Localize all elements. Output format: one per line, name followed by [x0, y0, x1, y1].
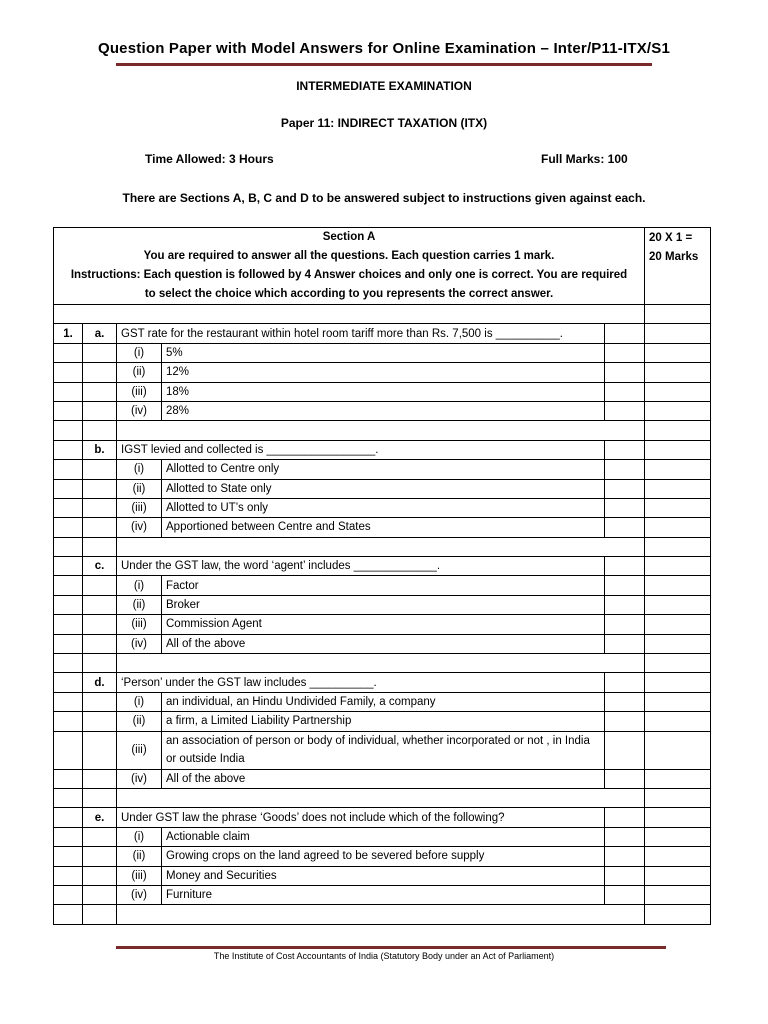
marks-column-cell	[645, 827, 711, 846]
marks-column-cell	[645, 847, 711, 866]
option-row	[54, 363, 711, 382]
option-row	[54, 498, 711, 517]
option-text: a firm, a Limited Liability Partnership	[162, 712, 605, 731]
answer-cell	[605, 343, 645, 362]
answer-cell	[605, 731, 645, 769]
question-label: c.	[83, 557, 117, 576]
question-row	[54, 808, 711, 827]
option-number: (i)	[117, 343, 162, 362]
answer-cell	[605, 401, 645, 420]
option-row	[54, 518, 711, 537]
answer-cell	[605, 769, 645, 788]
option-row	[54, 712, 711, 731]
question-text: Under GST law the phrase ‘Goods’ does not include which of the following?	[117, 808, 605, 827]
answer-cell	[605, 324, 645, 343]
option-text: Commission Agent	[162, 615, 605, 634]
question-label: e.	[83, 808, 117, 827]
marks-column-cell	[645, 557, 711, 576]
option-row	[54, 595, 711, 614]
marks-column-cell	[645, 440, 711, 459]
option-text: Money and Securities	[162, 866, 605, 885]
answer-cell	[605, 595, 645, 614]
option-number: (i)	[117, 576, 162, 595]
spacer-row	[54, 654, 711, 673]
option-text: an association of person or body of individual, whether incorporated or not , in India or outside India	[162, 731, 605, 769]
question-row	[54, 324, 711, 343]
time-allowed: Time Allowed: 3 Hours	[145, 152, 274, 166]
marks-column-cell	[645, 343, 711, 362]
marks-column-cell	[645, 885, 711, 904]
option-number: (iv)	[117, 769, 162, 788]
question-text: ‘Person’ under the GST law includes __________.	[117, 673, 605, 692]
option-number: (ii)	[117, 595, 162, 614]
option-row	[54, 692, 711, 711]
option-number: (iii)	[117, 866, 162, 885]
marks-column-cell	[645, 808, 711, 827]
option-number: (iv)	[117, 401, 162, 420]
question-text: Under the GST law, the word ‘agent’ includes _____________.	[117, 557, 605, 576]
option-text: Allotted to UT’s only	[162, 498, 605, 517]
question-row	[54, 557, 711, 576]
option-number: (i)	[117, 827, 162, 846]
paper-title: Paper 11: INDIRECT TAXATION (ITX)	[280, 116, 488, 130]
footer-divider	[116, 946, 666, 949]
spacer-row	[54, 537, 711, 556]
answer-cell	[605, 692, 645, 711]
answer-cell	[605, 576, 645, 595]
section-header-row	[54, 228, 711, 305]
option-text: 18%	[162, 382, 605, 401]
option-row	[54, 382, 711, 401]
marks-line1: 20 X 1 =	[649, 232, 693, 244]
option-row	[54, 634, 711, 653]
marks-column-cell	[645, 673, 711, 692]
option-number: (iii)	[117, 615, 162, 634]
marks-column-cell	[645, 866, 711, 885]
option-number: (iii)	[117, 731, 162, 769]
option-text: Growing crops on the land agreed to be severed before supply	[162, 847, 605, 866]
question-label: a.	[83, 324, 117, 343]
marks-column-cell	[645, 634, 711, 653]
section-instruction-line1: You are required to answer all the questions. Each question carries 1 mark.	[143, 250, 555, 262]
marks-column-cell	[645, 382, 711, 401]
option-text: Actionable claim	[162, 827, 605, 846]
option-text: Allotted to State only	[162, 479, 605, 498]
spacer-row	[54, 305, 711, 324]
answer-cell	[605, 440, 645, 459]
marks-column-cell	[645, 595, 711, 614]
marks-cell	[645, 228, 711, 305]
marks-column-cell	[645, 324, 711, 343]
marks-column-cell	[645, 712, 711, 731]
option-number: (ii)	[117, 712, 162, 731]
exam-title: INTERMEDIATE EXAMINATION	[296, 79, 472, 93]
option-number: (ii)	[117, 479, 162, 498]
option-number: (iv)	[117, 634, 162, 653]
option-number: (iii)	[117, 382, 162, 401]
option-text: 28%	[162, 401, 605, 420]
answer-cell	[605, 479, 645, 498]
option-row	[54, 343, 711, 362]
option-row	[54, 479, 711, 498]
full-marks: Full Marks: 100	[541, 152, 628, 166]
section-instruction-line2: Instructions: Each question is followed by 4 Answer choices and only one is correct. You are required to select the choice which according to you represents the correct answer.	[70, 269, 628, 300]
marks-line2: 20 Marks	[649, 251, 699, 263]
answer-cell	[605, 866, 645, 885]
answer-cell	[605, 885, 645, 904]
section-title: Section A	[322, 231, 376, 243]
answer-cell	[605, 712, 645, 731]
option-text: Broker	[162, 595, 605, 614]
marks-column-cell	[645, 479, 711, 498]
option-row	[54, 460, 711, 479]
answer-cell	[605, 557, 645, 576]
answer-cell	[605, 382, 645, 401]
option-number: (ii)	[117, 847, 162, 866]
option-row	[54, 866, 711, 885]
footer-text: The Institute of Cost Accountants of India (Statutory Body under an Act of Parliament)	[213, 951, 555, 961]
answer-cell	[605, 808, 645, 827]
option-number: (iv)	[117, 885, 162, 904]
answer-cell	[605, 498, 645, 517]
answer-cell	[605, 673, 645, 692]
option-number: (ii)	[117, 363, 162, 382]
option-row	[54, 576, 711, 595]
option-row	[54, 827, 711, 846]
question-number: 1.	[54, 324, 83, 343]
general-instructions: There are Sections A, B, C and D to be answered subject to instructions given against each.	[122, 191, 646, 205]
question-label: d.	[83, 673, 117, 692]
marks-column-cell	[645, 460, 711, 479]
marks-column-cell	[645, 401, 711, 420]
question-text: IGST levied and collected is _________________.	[117, 440, 605, 459]
option-text: Apportioned between Centre and States	[162, 518, 605, 537]
option-row	[54, 731, 711, 769]
option-number: (iv)	[117, 518, 162, 537]
option-text: an individual, an Hindu Undivided Family, a company	[162, 692, 605, 711]
question-label: b.	[83, 440, 117, 459]
answer-cell	[605, 615, 645, 634]
marks-column-cell	[645, 498, 711, 517]
marks-column-cell	[645, 769, 711, 788]
spacer-row	[54, 788, 711, 807]
option-row	[54, 885, 711, 904]
question-row	[54, 440, 711, 459]
option-number: (iii)	[117, 498, 162, 517]
option-row	[54, 615, 711, 634]
page-header-title: Question Paper with Model Answers for Online Examination – Inter/P11-ITX/S1	[97, 40, 671, 57]
option-row	[54, 401, 711, 420]
answer-cell	[605, 363, 645, 382]
option-row	[54, 769, 711, 788]
option-number: (i)	[117, 692, 162, 711]
answer-cell	[605, 460, 645, 479]
question-text: GST rate for the restaurant within hotel room tariff more than Rs. 7,500 is __________.	[117, 324, 605, 343]
question-row	[54, 673, 711, 692]
marks-column-cell	[645, 363, 711, 382]
marks-column-cell	[645, 518, 711, 537]
question-table	[53, 227, 711, 925]
answer-cell	[605, 827, 645, 846]
option-row	[54, 847, 711, 866]
option-number: (i)	[117, 460, 162, 479]
marks-column-cell	[645, 731, 711, 769]
header-divider	[116, 63, 652, 66]
marks-column-cell	[645, 615, 711, 634]
option-text: 12%	[162, 363, 605, 382]
answer-cell	[605, 634, 645, 653]
answer-cell	[605, 847, 645, 866]
option-text: 5%	[162, 343, 605, 362]
option-text: Furniture	[162, 885, 605, 904]
section-header-cell	[54, 228, 645, 305]
option-text: All of the above	[162, 634, 605, 653]
option-text: Factor	[162, 576, 605, 595]
marks-column-cell	[645, 692, 711, 711]
option-text: Allotted to Centre only	[162, 460, 605, 479]
option-text: All of the above	[162, 769, 605, 788]
spacer-row	[54, 421, 711, 440]
marks-column-cell	[645, 576, 711, 595]
spacer-row	[54, 905, 711, 924]
answer-cell	[605, 518, 645, 537]
